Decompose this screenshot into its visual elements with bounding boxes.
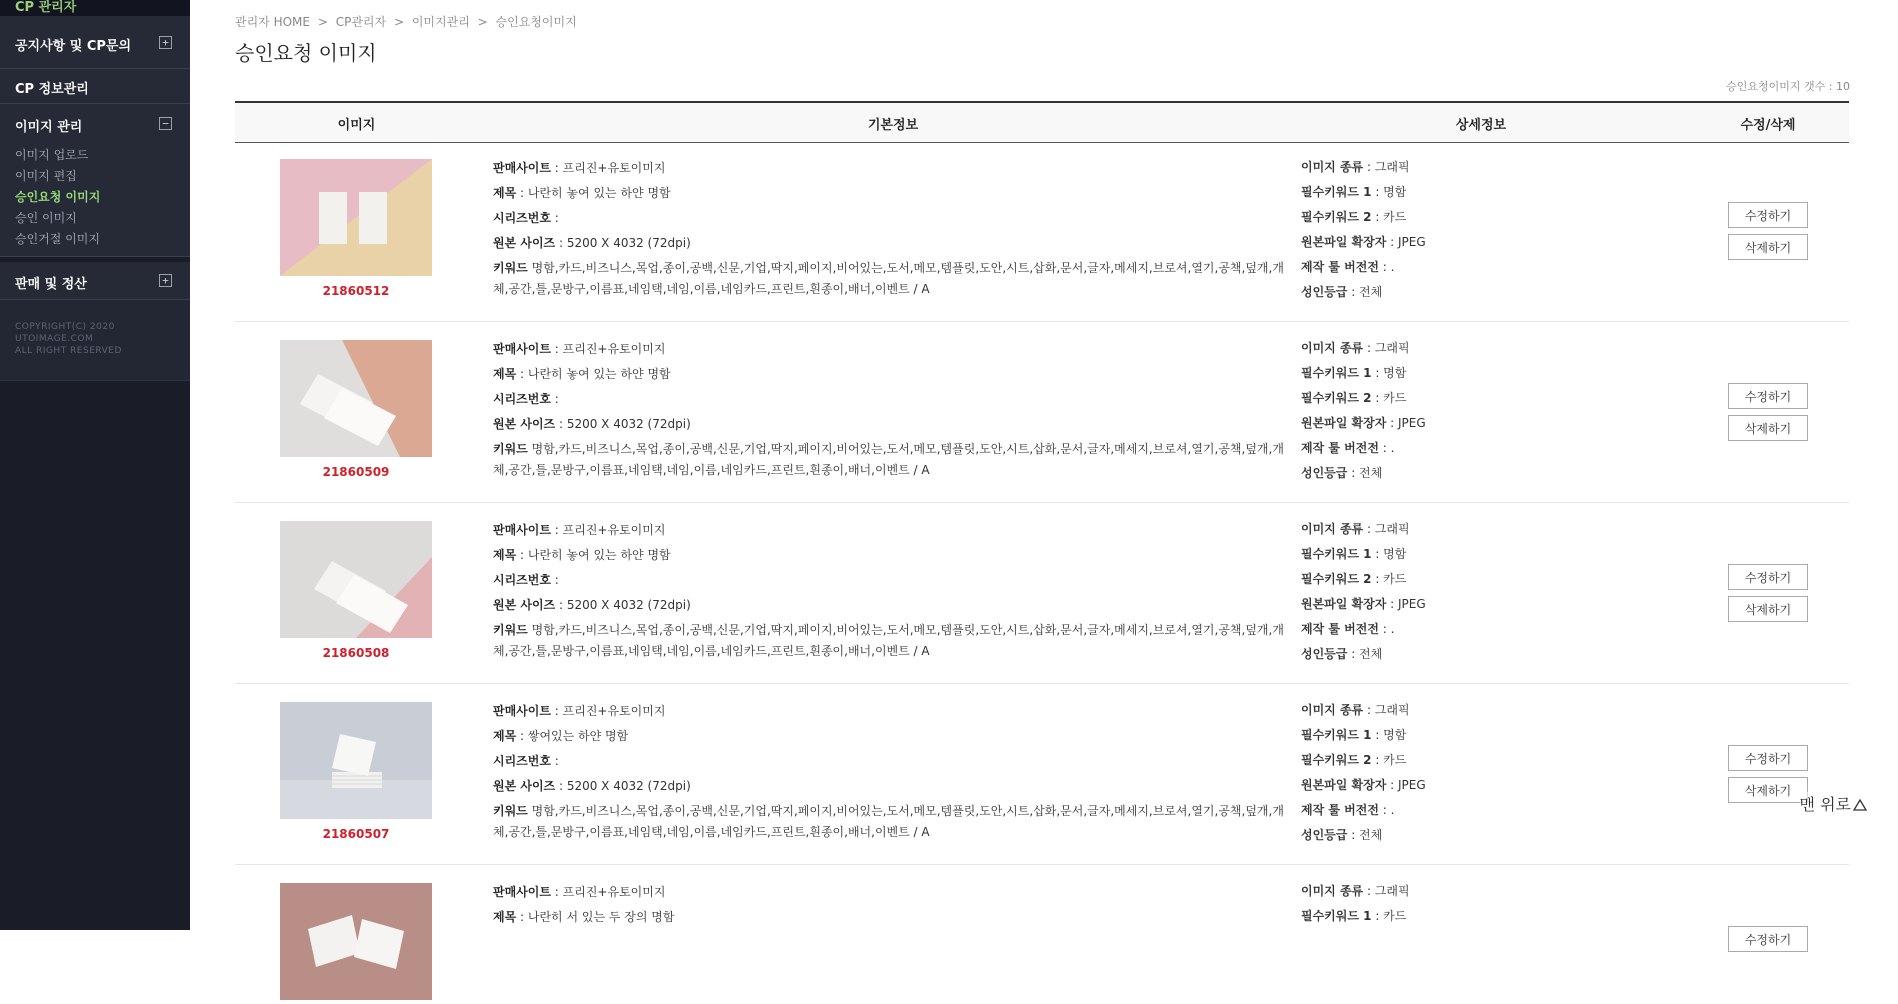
sidebar-menu-cp-info[interactable]	[0, 69, 190, 104]
breadcrumb-current: 승인요청이미지	[495, 15, 577, 29]
expand-icon[interactable]: +	[159, 36, 172, 49]
field-label: 필수키워드 1	[1301, 366, 1372, 380]
breadcrumb-separator: >	[477, 15, 488, 29]
copyright-line: UTOIMAGE.COM	[15, 334, 94, 344]
image-type: 그래픽	[1374, 522, 1410, 536]
original-size: 5200 X 4032 (72dpi)	[566, 779, 691, 793]
field-label: 제목	[493, 729, 517, 743]
page-title: 승인요청 이미지	[235, 41, 377, 65]
edit-button[interactable]: 수정하기	[1728, 564, 1808, 590]
tool-version: .	[1390, 260, 1395, 274]
field-label: 판매사이트	[493, 342, 551, 356]
field-label: 필수키워드 2	[1301, 572, 1372, 586]
field-label: 필수키워드 1	[1301, 909, 1372, 923]
adult-grade: 전체	[1359, 285, 1383, 299]
field-label: 제작 툴 버전전	[1301, 260, 1379, 274]
image-title: 나란히 놓여 있는 하얀 명함	[527, 367, 671, 381]
field-label: 이미지 종류	[1301, 160, 1364, 174]
sidebar-item-image-edit[interactable]: 이미지 편집	[15, 169, 77, 183]
field-label: 시리즈번호	[493, 573, 551, 587]
required-keyword-1: 명함	[1383, 728, 1407, 742]
image-thumbnail[interactable]	[280, 702, 432, 819]
field-label: 시리즈번호	[493, 392, 551, 406]
detail-info: 이미지 종류 : 그래픽 필수키워드 1 : 명함 필수키워드 2 : 카드 원본파일 확장자 : JPEG 제작 툴 버전전 : . 성인등급 : 전체	[1301, 522, 1426, 661]
field-label: 필수키워드 2	[1301, 753, 1372, 767]
breadcrumb-home[interactable]: 관리자 HOME	[235, 15, 310, 29]
edit-button[interactable]: 수정하기	[1728, 745, 1808, 771]
breadcrumb	[235, 13, 581, 30]
basic-info: 판매사이트 : 프리진+유토이미지 제목 : 나란히 서 있는 두 장의 명함	[493, 885, 675, 924]
field-label: 성인등급	[1301, 285, 1348, 299]
keywords: 명함,카드,비즈니스,목업,종이,공백,신문,기업,딱지,페이지,비어있는,도서,메모,템플릿,도안,시트,삽화,문서,글자,메세지,브로셔,열기,공책,덮개,개체,공간,틀,문방구,이름표,네임택,네임,이름,네임카드,프린트,흰종이,배너,이벤트 / A	[493, 442, 1284, 477]
sales-site: 프리진+유토이미지	[562, 523, 666, 537]
sales-site: 프리진+유토이미지	[562, 161, 666, 175]
sidebar-menu-label: 공지사항 및 CP문의	[15, 39, 132, 54]
required-keyword-2: 카드	[1383, 210, 1407, 224]
field-label: 원본파일 확장자	[1301, 778, 1387, 792]
field-label: 키워드	[493, 623, 528, 637]
image-thumbnail[interactable]	[280, 340, 432, 457]
image-type: 그래픽	[1374, 160, 1410, 174]
image-thumbnail[interactable]	[280, 883, 432, 1000]
image-thumbnail[interactable]	[280, 159, 432, 276]
field-label: 이미지 종류	[1301, 341, 1364, 355]
column-header-basic-info: 기본정보	[867, 118, 919, 133]
sidebar-menu-label: CP 정보관리	[15, 82, 89, 97]
sidebar-item-rejected[interactable]: 승인거절 이미지	[15, 232, 100, 246]
field-label: 원본 사이즈	[493, 598, 556, 612]
table-header	[235, 101, 1849, 143]
image-title: 나란히 서 있는 두 장의 명함	[527, 910, 675, 924]
edit-button[interactable]: 수정하기	[1728, 383, 1808, 409]
sidebar-menu-sales[interactable]	[0, 262, 190, 300]
image-title: 나란히 놓여 있는 하얀 명함	[527, 186, 671, 200]
delete-button[interactable]: 삭제하기	[1728, 234, 1808, 260]
field-label: 제작 툴 버전전	[1301, 803, 1379, 817]
field-label: 이미지 종류	[1301, 884, 1364, 898]
original-size: 5200 X 4032 (72dpi)	[566, 417, 691, 431]
sidebar-menu-label: 이미지 관리	[15, 120, 83, 135]
keywords: 명함,카드,비즈니스,목업,종이,공백,신문,기업,딱지,페이지,비어있는,도서,메모,템플릿,도안,시트,삽화,문서,글자,메세지,브로셔,열기,공책,덮개,개체,공간,틀,문방구,이름표,네임택,네임,이름,네임카드,프린트,흰종이,배너,이벤트 / A	[493, 261, 1284, 296]
required-keyword-1: 명함	[1383, 185, 1407, 199]
sales-site: 프리진+유토이미지	[562, 885, 666, 899]
field-label: 제목	[493, 910, 517, 924]
edit-button[interactable]: 수정하기	[1728, 926, 1808, 952]
field-label: 성인등급	[1301, 647, 1348, 661]
image-title: 나란히 놓여 있는 하얀 명함	[527, 548, 671, 562]
image-id[interactable]: 21860507	[322, 827, 390, 841]
table-row	[235, 683, 1849, 865]
field-label: 판매사이트	[493, 885, 551, 899]
keywords: 명함,카드,비즈니스,목업,종이,공백,신문,기업,딱지,페이지,비어있는,도서,메모,템플릿,도안,시트,삽화,문서,글자,메세지,브로셔,열기,공책,덮개,개체,공간,틀,문방구,이름표,네임택,네임,이름,네임카드,프린트,흰종이,배너,이벤트 / A	[493, 623, 1284, 658]
field-label: 키워드	[493, 261, 528, 275]
field-label: 성인등급	[1301, 828, 1348, 842]
image-id[interactable]: 21860512	[322, 284, 390, 298]
scroll-to-top-button[interactable]	[1800, 792, 1867, 815]
adult-grade: 전체	[1359, 466, 1383, 480]
edit-button[interactable]: 수정하기	[1728, 202, 1808, 228]
field-label: 시리즈번호	[493, 211, 551, 225]
image-id[interactable]: 21860508	[322, 646, 390, 660]
field-label: 제목	[493, 186, 517, 200]
field-label: 판매사이트	[493, 704, 551, 718]
basic-info: 판매사이트 : 프리진+유토이미지 제목 : 쌓여있는 하얀 명함 시리즈번호 : 원본 사이즈 : 5200 X 4032 (72dpi) 키워드 명함,카드,비즈니스,목업,종이,공백,신문,기업,딱지,페이지,비어있는,도서,메모,템플릿,도안,시트,삽화,문서,글자,메세지,브로셔,열기,공책,덮개,개체,공간,틀,문방구,이름표,네임택,네임,이름,네임카드,프린트,흰종이,배너,이벤트 / A	[493, 704, 1284, 839]
field-label: 시리즈번호	[493, 754, 551, 768]
column-header-image: 이미지	[337, 118, 376, 133]
image-type: 그래픽	[1374, 341, 1410, 355]
image-count: 승인요청이미지 갯수 : 10	[1726, 80, 1850, 93]
field-label: 제작 툴 버전전	[1301, 622, 1379, 636]
field-label: 필수키워드 2	[1301, 391, 1372, 405]
sidebar-item-approval-request[interactable]: 승인요청 이미지	[15, 190, 101, 204]
field-label: 이미지 종류	[1301, 703, 1364, 717]
image-title: 쌓여있는 하얀 명함	[527, 729, 629, 743]
copyright	[15, 321, 122, 357]
expand-icon[interactable]: +	[159, 274, 172, 287]
field-label: 판매사이트	[493, 523, 551, 537]
collapse-icon[interactable]: −	[159, 117, 172, 130]
sidebar-menu-image[interactable]	[0, 104, 190, 257]
field-label: 필수키워드 2	[1301, 210, 1372, 224]
tool-version: .	[1390, 803, 1395, 817]
image-thumbnail[interactable]	[280, 521, 432, 638]
basic-info: 판매사이트 : 프리진+유토이미지 제목 : 나란히 놓여 있는 하얀 명함 시리즈번호 : 원본 사이즈 : 5200 X 4032 (72dpi) 키워드 명함,카드,비즈니스,목업,종이,공백,신문,기업,딱지,페이지,비어있는,도서,메모,템플릿,도안,시트,삽화,문서,글자,메세지,브로셔,열기,공책,덮개,개체,공간,틀,문방구,이름표,네임택,네임,이름,네임카드,프린트,흰종이,배너,이벤트 / A	[493, 523, 1284, 658]
table-row	[235, 502, 1849, 684]
image-id[interactable]: 21860509	[322, 465, 390, 479]
tool-version: .	[1390, 622, 1395, 636]
field-label: 원본 사이즈	[493, 236, 556, 250]
sidebar-top-label: CP 관리자	[15, 0, 77, 15]
delete-button[interactable]: 삭제하기	[1728, 596, 1808, 622]
detail-info: 이미지 종류 : 그래픽 필수키워드 1 : 명함 필수키워드 2 : 카드 원본파일 확장자 : JPEG 제작 툴 버전전 : . 성인등급 : 전체	[1301, 160, 1426, 299]
required-keyword-1: 명함	[1383, 366, 1407, 380]
file-extension: JPEG	[1398, 235, 1426, 249]
scroll-to-top-label: 맨 위로	[1799, 795, 1851, 814]
field-label: 성인등급	[1301, 466, 1348, 480]
field-label: 키워드	[493, 804, 528, 818]
field-label: 원본파일 확장자	[1301, 597, 1387, 611]
sidebar-item-approved[interactable]: 승인 이미지	[15, 211, 77, 225]
breadcrumb-separator: >	[317, 15, 328, 29]
field-label: 원본파일 확장자	[1301, 416, 1387, 430]
detail-info: 이미지 종류 : 그래픽 필수키워드 1 : 명함 필수키워드 2 : 카드 원본파일 확장자 : JPEG 제작 툴 버전전 : . 성인등급 : 전체	[1301, 703, 1426, 842]
field-label: 키워드	[493, 442, 528, 456]
copyright-line: COPYRIGHT(C) 2020	[15, 322, 115, 332]
keywords: 명함,카드,비즈니스,목업,종이,공백,신문,기업,딱지,페이지,비어있는,도서,메모,템플릿,도안,시트,삽화,문서,글자,메세지,브로셔,열기,공책,덮개,개체,공간,틀,문방구,이름표,네임택,네임,이름,네임카드,프린트,흰종이,배너,이벤트 / A	[493, 804, 1284, 839]
breadcrumb-separator: >	[393, 15, 405, 29]
table-row	[235, 864, 1849, 947]
required-keyword-2: 카드	[1383, 572, 1407, 586]
field-label: 원본 사이즈	[493, 417, 556, 431]
sales-site: 프리진+유토이미지	[562, 342, 666, 356]
tool-version: .	[1390, 441, 1395, 455]
adult-grade: 전체	[1359, 828, 1383, 842]
adult-grade: 전체	[1359, 647, 1383, 661]
table-row	[235, 140, 1849, 322]
required-keyword-2: 카드	[1383, 753, 1407, 767]
sidebar-item-image-upload[interactable]: 이미지 업로드	[15, 148, 89, 162]
breadcrumb-cp-admin[interactable]: CP관리자	[335, 15, 387, 29]
image-type: 그래픽	[1374, 884, 1410, 898]
field-label: 필수키워드 1	[1301, 728, 1372, 742]
detail-info: 이미지 종류 : 그래픽 필수키워드 1 : 명함 필수키워드 2 : 카드 원본파일 확장자 : JPEG 제작 툴 버전전 : . 성인등급 : 전체	[1301, 341, 1426, 480]
delete-button[interactable]: 삭제하기	[1728, 777, 1808, 803]
column-header-detail-info: 상세정보	[1455, 118, 1507, 133]
field-label: 필수키워드 1	[1301, 185, 1372, 199]
breadcrumb-image-admin[interactable]: 이미지관리	[411, 15, 470, 29]
sidebar	[0, 0, 190, 930]
detail-info: 이미지 종류 : 그래픽 필수키워드 1 : 카드	[1301, 884, 1410, 923]
sidebar-menu-notice[interactable]	[0, 16, 190, 69]
field-label: 판매사이트	[493, 161, 551, 175]
triangle-up-icon	[1853, 799, 1867, 811]
original-size: 5200 X 4032 (72dpi)	[566, 236, 691, 250]
copyright-line: ALL RIGHT RESERVED	[15, 346, 122, 356]
field-label: 제작 툴 버전전	[1301, 441, 1379, 455]
file-extension: JPEG	[1398, 416, 1426, 430]
field-label: 원본파일 확장자	[1301, 235, 1387, 249]
delete-button[interactable]: 삭제하기	[1728, 415, 1808, 441]
sales-site: 프리진+유토이미지	[562, 704, 666, 718]
table-row	[235, 321, 1849, 503]
file-extension: JPEG	[1398, 778, 1426, 792]
original-size: 5200 X 4032 (72dpi)	[566, 598, 691, 612]
field-label: 필수키워드 1	[1301, 547, 1372, 561]
column-header-edit-delete: 수정/삭제	[1740, 118, 1796, 133]
file-extension: JPEG	[1398, 597, 1426, 611]
sidebar-menu-label: 판매 및 정산	[15, 277, 87, 292]
image-type: 그래픽	[1374, 703, 1410, 717]
field-label: 이미지 종류	[1301, 522, 1364, 536]
required-keyword-1: 카드	[1383, 909, 1407, 923]
field-label: 제목	[493, 367, 517, 381]
required-keyword-1: 명함	[1383, 547, 1407, 561]
basic-info: 판매사이트 : 프리진+유토이미지 제목 : 나란히 놓여 있는 하얀 명함 시리즈번호 : 원본 사이즈 : 5200 X 4032 (72dpi) 키워드 명함,카드,비즈니스,목업,종이,공백,신문,기업,딱지,페이지,비어있는,도서,메모,템플릿,도안,시트,삽화,문서,글자,메세지,브로셔,열기,공책,덮개,개체,공간,틀,문방구,이름표,네임택,네임,이름,네임카드,프린트,흰종이,배너,이벤트 / A	[493, 342, 1284, 477]
field-label: 원본 사이즈	[493, 779, 556, 793]
required-keyword-2: 카드	[1383, 391, 1407, 405]
sidebar-top-menu[interactable]	[0, 0, 190, 16]
basic-info: 판매사이트 : 프리진+유토이미지 제목 : 나란히 놓여 있는 하얀 명함 시리즈번호 : 원본 사이즈 : 5200 X 4032 (72dpi) 키워드 명함,카드,비즈니스,목업,종이,공백,신문,기업,딱지,페이지,비어있는,도서,메모,템플릿,도안,시트,삽화,문서,글자,메세지,브로셔,열기,공책,덮개,개체,공간,틀,문방구,이름표,네임택,네임,이름,네임카드,프린트,흰종이,배너,이벤트 / A	[493, 161, 1284, 296]
field-label: 제목	[493, 548, 517, 562]
